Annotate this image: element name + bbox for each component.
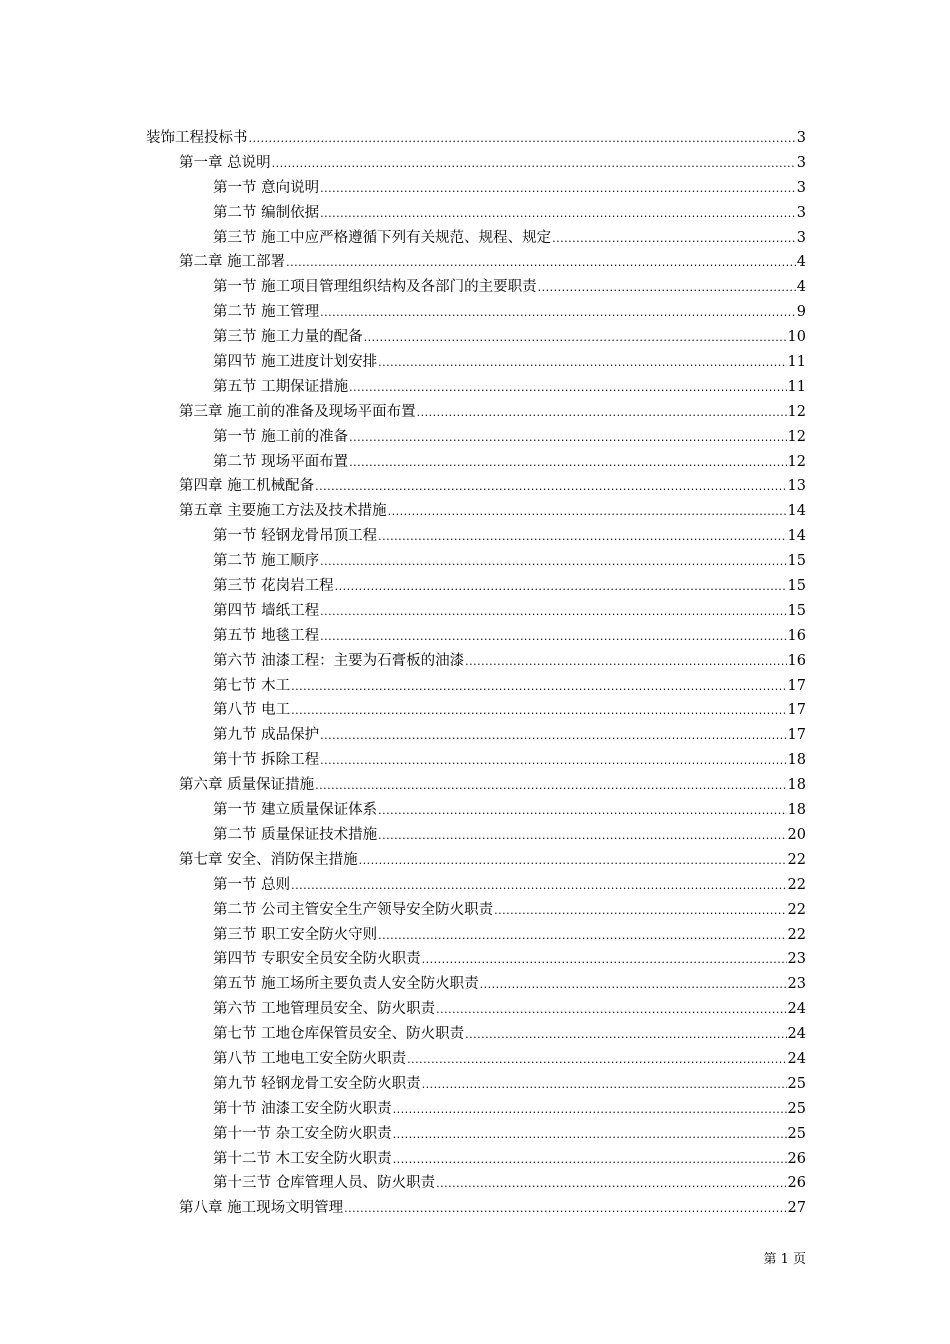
toc-entry-page: 24: [787, 1050, 806, 1067]
toc-entry-line: [213, 226, 806, 252]
toc-entry[interactable]: [0, 848, 950, 873]
dot-leader: [349, 426, 786, 451]
toc-entry-title: 第二节 现场平面布置: [213, 453, 349, 470]
dot-leader: [422, 1073, 787, 1098]
toc-entry-line: [213, 375, 806, 401]
toc-entry[interactable]: [0, 1097, 950, 1122]
toc-entry-page: 27: [787, 1200, 806, 1217]
toc-entry[interactable]: [0, 350, 950, 375]
toc-entry-line: [213, 1122, 806, 1148]
toc-entry-page: 20: [787, 826, 806, 843]
toc-entry-page: 17: [787, 702, 806, 719]
dot-leader: [335, 575, 787, 600]
toc-entry[interactable]: [0, 674, 950, 699]
toc-entry-page: 25: [787, 1075, 806, 1092]
toc-entry[interactable]: [0, 474, 950, 499]
toc-entry[interactable]: [0, 823, 950, 848]
toc-entry-page: 26: [787, 1150, 806, 1167]
dot-leader: [320, 202, 796, 227]
toc-entry[interactable]: [0, 549, 950, 574]
toc-entry-title: 第五章 主要施工方法及技术措施: [179, 503, 387, 520]
toc-entry[interactable]: [0, 450, 950, 475]
toc-entry-page: 22: [787, 901, 806, 918]
toc-entry-page: 12: [787, 403, 806, 420]
toc-entry-line: [213, 450, 806, 476]
toc-entry-line: [213, 574, 806, 600]
toc-entry-line: [179, 773, 806, 799]
dot-leader: [320, 550, 786, 575]
dot-leader: [388, 500, 787, 525]
toc-entry-page: 10: [787, 329, 806, 346]
toc-entry-page: 25: [787, 1100, 806, 1117]
toc-entry-title: 第七节 工地仓库保管员安全、防火职责: [213, 1026, 465, 1043]
dot-leader: [320, 749, 786, 774]
toc-entry-title: 第一节 轻钢龙骨吊顶工程: [213, 528, 378, 545]
toc-entry-line: [213, 325, 806, 351]
toc-entry[interactable]: [0, 798, 950, 823]
toc-entry-page: 16: [787, 652, 806, 669]
toc-entry[interactable]: [0, 997, 950, 1022]
toc-entry-line: [213, 698, 806, 724]
toc-entry-title: 第九节 成品保护: [213, 727, 320, 744]
dot-leader: [349, 376, 786, 401]
toc-entry-page: 18: [787, 752, 806, 769]
toc-entry-title: 第十节 油漆工安全防火职责: [213, 1100, 392, 1117]
toc-entry[interactable]: [0, 873, 950, 898]
toc-entry[interactable]: [0, 1122, 950, 1147]
toc-entry-page: 14: [787, 528, 806, 545]
toc-entry[interactable]: [0, 300, 950, 325]
toc-entry-title: 第三章 施工前的准备及现场平面布置: [179, 403, 416, 420]
toc-entry-title: 第十二节 木工安全防火职责: [213, 1150, 392, 1167]
dot-leader: [320, 301, 796, 326]
toc-entry-line: [213, 599, 806, 625]
dot-leader: [436, 998, 786, 1023]
toc-entry-page: 14: [787, 503, 806, 520]
toc-entry[interactable]: [0, 250, 950, 275]
toc-entry-title: 第十三节 仓库管理人员、防火职责: [213, 1175, 436, 1192]
dot-leader: [378, 525, 786, 550]
dot-leader: [407, 1048, 786, 1073]
toc-entry-line: [213, 425, 806, 451]
dot-leader: [320, 625, 786, 650]
toc-entry-page: 3: [796, 204, 806, 221]
toc-entry-line: [179, 250, 806, 276]
toc-entry-title: 第六节 油漆工程：主要为石膏板的油漆: [213, 652, 465, 669]
toc-entry[interactable]: [0, 325, 950, 350]
toc-entry-title: 第四节 专职安全员安全防火职责: [213, 951, 421, 968]
toc-entry-line: [179, 400, 806, 426]
toc-entry-line: [213, 524, 806, 550]
toc-entry[interactable]: [0, 1147, 950, 1172]
table-of-contents: [0, 126, 950, 1221]
dot-leader: [320, 600, 786, 625]
toc-entry-title: 第八节 电工: [213, 702, 291, 719]
toc-entry[interactable]: [0, 275, 950, 300]
toc-entry[interactable]: [0, 723, 950, 748]
dot-leader: [315, 475, 786, 500]
toc-entry-page: 11: [787, 378, 806, 395]
toc-entry[interactable]: [0, 499, 950, 524]
dot-leader: [417, 401, 787, 426]
dot-leader: [320, 177, 796, 202]
toc-entry-page: 17: [787, 727, 806, 744]
toc-entry-line: [213, 275, 806, 301]
toc-entry-page: 3: [796, 130, 806, 146]
toc-entry-page: 13: [787, 478, 806, 495]
toc-entry-title: 第一节 施工项目管理组织结构及各部门的主要职责: [213, 279, 537, 296]
toc-entry-line: [213, 1047, 806, 1073]
toc-entry-line: [213, 350, 806, 376]
toc-entry-title: 装饰工程投标书: [146, 130, 248, 146]
toc-entry-title: 第一章 总说明: [179, 154, 271, 171]
dot-leader: [291, 699, 786, 724]
toc-entry-page: 3: [796, 179, 806, 196]
toc-entry-page: 15: [787, 553, 806, 570]
toc-entry[interactable]: [0, 201, 950, 226]
toc-entry-title: 第七章 安全、消防保主措施: [179, 851, 358, 868]
toc-entry-title: 第五节 工期保证措施: [213, 378, 349, 395]
toc-entry-line: [146, 126, 806, 152]
toc-entry-line: [179, 848, 806, 874]
toc-entry-line: [213, 649, 806, 675]
dot-leader: [378, 799, 786, 824]
toc-entry-title: 第五节 地毯工程: [213, 627, 320, 644]
dot-leader: [286, 251, 796, 276]
dot-leader: [272, 152, 796, 177]
toc-entry-page: 3: [796, 229, 806, 246]
toc-entry-line: [213, 1072, 806, 1098]
toc-entry-title: 第二章 施工部署: [179, 254, 286, 271]
toc-entry-page: 25: [787, 1125, 806, 1142]
toc-entry-title: 第二节 公司主管安全生产领导安全防火职责: [213, 901, 494, 918]
toc-entry[interactable]: [0, 748, 950, 773]
toc-entry-line: [213, 201, 806, 227]
dot-leader: [378, 351, 786, 376]
toc-entry[interactable]: [0, 574, 950, 599]
toc-entry-page: 4: [796, 254, 806, 271]
toc-entry-line: [213, 1171, 806, 1197]
toc-entry[interactable]: [0, 226, 950, 251]
toc-entry-line: [213, 947, 806, 973]
toc-entry-title: 第二节 质量保证技术措施: [213, 826, 378, 843]
dot-leader: [436, 1172, 786, 1197]
toc-entry-title: 第一节 总则: [213, 876, 291, 893]
toc-entry-page: 16: [787, 627, 806, 644]
toc-entry-title: 第十节 拆除工程: [213, 752, 320, 769]
toc-entry-line: [179, 1196, 806, 1222]
toc-entry-line: [213, 674, 806, 700]
dot-leader: [538, 276, 796, 301]
toc-entry[interactable]: [0, 599, 950, 624]
toc-entry-title: 第三节 花岗岩工程: [213, 578, 334, 595]
toc-entry-line: [213, 1147, 806, 1173]
toc-entry-title: 第六章 质量保证措施: [179, 777, 315, 794]
toc-entry-title: 第一节 建立质量保证体系: [213, 802, 378, 819]
toc-entry-line: [213, 748, 806, 774]
toc-entry-line: [213, 176, 806, 202]
toc-entry-line: [213, 923, 806, 949]
toc-entry-line: [213, 898, 806, 924]
toc-entry-title: 第一节 意向说明: [213, 179, 320, 196]
toc-entry-line: [213, 1097, 806, 1123]
dot-leader: [552, 227, 796, 252]
toc-entry[interactable]: [0, 898, 950, 923]
dot-leader: [393, 1098, 787, 1123]
toc-entry-title: 第四章 施工机械配备: [179, 478, 315, 495]
toc-entry[interactable]: [0, 1022, 950, 1047]
toc-entry-page: 23: [787, 951, 806, 968]
toc-entry[interactable]: [0, 176, 950, 201]
toc-entry-title: 第五节 施工场所主要负责人安全防火职责: [213, 976, 479, 993]
toc-entry-page: 26: [787, 1175, 806, 1192]
dot-leader: [465, 1023, 786, 1048]
dot-leader: [378, 824, 786, 849]
toc-entry[interactable]: [0, 400, 950, 425]
toc-entry[interactable]: [0, 972, 950, 997]
toc-entry[interactable]: [0, 649, 950, 674]
toc-entry-page: 11: [787, 354, 806, 371]
toc-entry-line: [213, 300, 806, 326]
toc-entry-page: 9: [796, 304, 806, 321]
toc-entry[interactable]: [0, 1047, 950, 1072]
dot-leader: [393, 1148, 787, 1173]
toc-entry[interactable]: [0, 698, 950, 723]
toc-entry-title: 第二节 编制依据: [213, 204, 320, 221]
toc-entry-page: 17: [787, 677, 806, 694]
dot-leader: [291, 675, 786, 700]
toc-entry-line: [213, 1022, 806, 1048]
page-number-footer: 第 1 页: [763, 1252, 806, 1267]
toc-entry-page: 15: [787, 578, 806, 595]
toc-entry-page: 24: [787, 1001, 806, 1018]
dot-leader: [249, 127, 796, 152]
toc-entry-title: 第二节 施工顺序: [213, 553, 320, 570]
toc-entry-line: [179, 151, 806, 177]
toc-entry-page: 15: [787, 602, 806, 619]
toc-entry-line: [213, 997, 806, 1023]
dot-leader: [349, 451, 786, 476]
toc-entry-page: 12: [787, 453, 806, 470]
toc-entry-line: [179, 499, 806, 525]
toc-entry-page: 23: [787, 976, 806, 993]
toc-entry[interactable]: [0, 151, 950, 176]
dot-leader: [393, 1123, 787, 1148]
toc-entry[interactable]: [0, 947, 950, 972]
toc-entry-title: 第四节 施工进度计划安排: [213, 354, 378, 371]
toc-entry-title: 第九节 轻钢龙骨工安全防火职责: [213, 1075, 421, 1092]
dot-leader: [494, 899, 786, 924]
toc-entry-page: 22: [787, 851, 806, 868]
toc-entry[interactable]: [0, 375, 950, 400]
toc-entry-page: 22: [787, 876, 806, 893]
dot-leader: [320, 724, 786, 749]
dot-leader: [315, 774, 786, 799]
toc-entry-title: 第四节 墙纸工程: [213, 602, 320, 619]
toc-entry[interactable]: [0, 624, 950, 649]
toc-entry-line: [213, 723, 806, 749]
toc-entry-page: 18: [787, 802, 806, 819]
toc-entry-title: 第三节 施工中应严格遵循下列有关规范、规程、规定: [213, 229, 552, 246]
toc-entry-title: 第八章 施工现场文明管理: [179, 1200, 344, 1217]
toc-entry-line: [213, 972, 806, 998]
toc-entry-line: [213, 549, 806, 575]
toc-entry[interactable]: [0, 126, 950, 151]
toc-entry[interactable]: [0, 1171, 950, 1196]
toc-entry[interactable]: [0, 773, 950, 798]
toc-entry-page: 22: [787, 926, 806, 943]
toc-entry-title: 第七节 木工: [213, 677, 291, 694]
toc-entry[interactable]: [0, 1196, 950, 1221]
dot-leader: [359, 849, 787, 874]
dot-leader: [364, 326, 787, 351]
toc-entry-title: 第八节 工地电工安全防火职责: [213, 1050, 407, 1067]
toc-entry[interactable]: [0, 524, 950, 549]
dot-leader: [465, 650, 786, 675]
toc-entry-title: 第六节 工地管理员安全、防火职责: [213, 1001, 436, 1018]
dot-leader: [378, 924, 786, 949]
dot-leader: [480, 973, 787, 998]
toc-entry-title: 第三节 职工安全防火守则: [213, 926, 378, 943]
toc-entry-title: 第二节 施工管理: [213, 304, 320, 321]
toc-entry[interactable]: [0, 1072, 950, 1097]
dot-leader: [344, 1197, 786, 1222]
dot-leader: [422, 948, 787, 973]
dot-leader: [291, 874, 786, 899]
toc-entry[interactable]: [0, 425, 950, 450]
toc-entry-line: [213, 823, 806, 849]
toc-entry-line: [213, 798, 806, 824]
toc-entry-page: 18: [787, 777, 806, 794]
toc-entry-line: [213, 873, 806, 899]
toc-entry-page: 4: [796, 279, 806, 296]
toc-entry-page: 12: [787, 428, 806, 445]
toc-entry-title: 第十一节 杂工安全防火职责: [213, 1125, 392, 1142]
toc-entry-page: 3: [796, 154, 806, 171]
toc-entry[interactable]: [0, 923, 950, 948]
toc-entry-line: [179, 474, 806, 500]
toc-entry-title: 第一节 施工前的准备: [213, 428, 349, 445]
toc-entry-title: 第三节 施工力量的配备: [213, 329, 363, 346]
toc-entry-line: [213, 624, 806, 650]
toc-entry-page: 24: [787, 1026, 806, 1043]
